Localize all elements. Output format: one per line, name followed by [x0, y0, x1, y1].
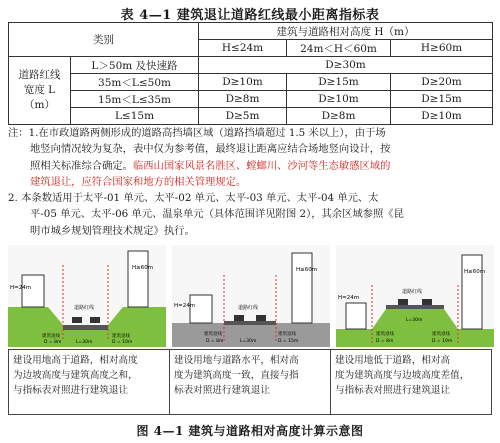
road-surface [386, 305, 444, 309]
note-line-red: 建筑退让，应符合国家和地方的相关管理规定。 [30, 175, 247, 188]
setback-label-right: 建筑退线 [278, 332, 296, 337]
building-right [462, 255, 482, 329]
note-text: 照相关标准综合确定。 [30, 159, 133, 172]
car-icon [90, 317, 100, 323]
setback-table [8, 22, 493, 125]
d-left-label: D = 8m [376, 339, 394, 344]
caption-line: 与指标表对照进行建筑退让 [13, 385, 129, 396]
setback-label-right: 建筑退线 [112, 334, 130, 339]
road-surface [224, 321, 276, 325]
table-cell: D≥10m [391, 108, 493, 125]
building-left [346, 303, 366, 329]
car-icon [256, 315, 266, 321]
l-label: L=30m [240, 339, 257, 344]
note-line: 明市城乡规划管理技术规定》执行。 [30, 224, 195, 237]
note-line: 注：1.在市政道路两侧形成的道路高挡墙区域（道路挡墙超过 1.5 米以上），由于场 [8, 127, 386, 139]
note-line [8, 158, 494, 174]
caption-site-level-road [170, 350, 331, 414]
height-col: H≤24m [199, 40, 287, 57]
notes [8, 125, 494, 239]
table-row [9, 91, 493, 108]
road-surface [63, 325, 108, 330]
h-right-label: H≥60m [132, 265, 154, 271]
h-left-label: H=24m [338, 295, 360, 301]
building-right [292, 253, 312, 323]
table-row [9, 23, 493, 40]
building-right [128, 251, 148, 307]
caption-line: 标表对照进行建筑退让 [174, 385, 270, 396]
row-label: 35m＜L≤50m [71, 74, 199, 91]
h-left-label: H=24m [10, 285, 32, 291]
height-group-label: 建筑与道路相对高度 H（m） [199, 23, 493, 40]
table-cell: D≥10m [199, 74, 287, 91]
table-row [9, 108, 493, 125]
height-col: H≥60m [391, 40, 493, 57]
caption-line: 度为建筑高度一致，直接与指 [174, 370, 299, 381]
caption-row [8, 349, 492, 415]
h-right-label: H≥60m [464, 269, 486, 275]
setback-label-left: 建筑退线 [42, 334, 60, 339]
car-icon [422, 299, 432, 305]
table-cell: D≥30m [199, 57, 493, 74]
diagram-site-level-road [172, 245, 330, 347]
diagram-site-below-road [336, 245, 494, 347]
height-col: 24m＜H＜60m [287, 40, 391, 57]
building-left [190, 295, 212, 323]
caption-line: 建设用地与道路水平，相对高 [174, 355, 299, 366]
row-label: 15m＜L≤35m [71, 91, 199, 108]
setback-label-left: 建筑退线 [204, 332, 222, 337]
l-label: L=30m [406, 318, 423, 323]
table-cell: D≥15m [287, 74, 391, 91]
figure-title: 图 4—1 建筑与道路相对高度计算示意图 [136, 424, 364, 438]
caption-line: 与指标表对照进行建筑退让 [335, 385, 451, 396]
road-label: 道路红线 [74, 305, 95, 311]
h-left-label: H=24m [174, 303, 196, 309]
setback-label-left: 建筑退线 [376, 332, 394, 337]
diagram-site-above-road [8, 245, 166, 347]
caption-site-above-road [9, 350, 170, 414]
caption-line: 度为建筑高度与边坡高度差值， [335, 370, 470, 381]
building-left [22, 275, 44, 307]
row-label: L≤15m [71, 108, 199, 125]
table-row [9, 57, 493, 74]
diagram-row [8, 245, 494, 347]
setback-label-right: 建筑退线 [432, 332, 450, 337]
table-cell: D≥5m [199, 108, 287, 125]
car-icon [234, 315, 244, 321]
d-left-label: D = 8m [44, 340, 62, 345]
table-row [9, 74, 493, 91]
table-cell: D≥10m [287, 91, 391, 108]
corner-label: 类别 [9, 23, 199, 57]
h-right-label: H≥60m [296, 267, 318, 273]
d-left-label: D = 8m [206, 339, 224, 344]
car-icon [72, 317, 82, 323]
table-cell: D≥8m [287, 108, 391, 125]
caption-site-below-road [331, 350, 491, 414]
note-line: 2. 本条数适用于太平-01 单元、太平-02 单元、太平-03 单元、太平-04 单元、太 [8, 192, 379, 205]
table-cell: D≥15m [391, 91, 493, 108]
note-text-red: 临西山国家风景名胜区、螳螂川、沙河等生态敏感区域的 [132, 159, 391, 172]
caption-line: 建设用地低于道路，相对高 [335, 355, 451, 366]
row-group-label: 道路红线宽度 L（m） [9, 57, 71, 125]
l-label: L=30m [76, 340, 93, 345]
d-right-label: D = 15m [278, 339, 299, 344]
note-line: 平-05 单元、太平-06 单元、温泉单元（具体范围详见附图 2），其余区域参照《昆 [30, 208, 404, 221]
road-label: 道路红线 [402, 289, 423, 295]
caption-line: 为边坡高度与建筑高度之和， [13, 370, 138, 381]
table-cell: D≥20m [391, 74, 493, 91]
note-line: 地竖向情况较为复杂，表中仅为参考值，最终退让距离应结合场地竖向设计，按 [30, 143, 391, 156]
road-label: 道路红线 [238, 305, 259, 311]
row-label: L＞50m 及快速路 [71, 57, 199, 74]
table-title: 表 4—1 建筑退让道路红线最小距离指标表 [120, 8, 380, 23]
caption-line: 建设用地高于道路，相对高度 [13, 355, 138, 366]
table-cell: D≥8m [199, 91, 287, 108]
d-right-label: D = 10m [112, 340, 133, 345]
car-icon [398, 299, 408, 305]
d-right-label: D = 10m [432, 339, 453, 344]
